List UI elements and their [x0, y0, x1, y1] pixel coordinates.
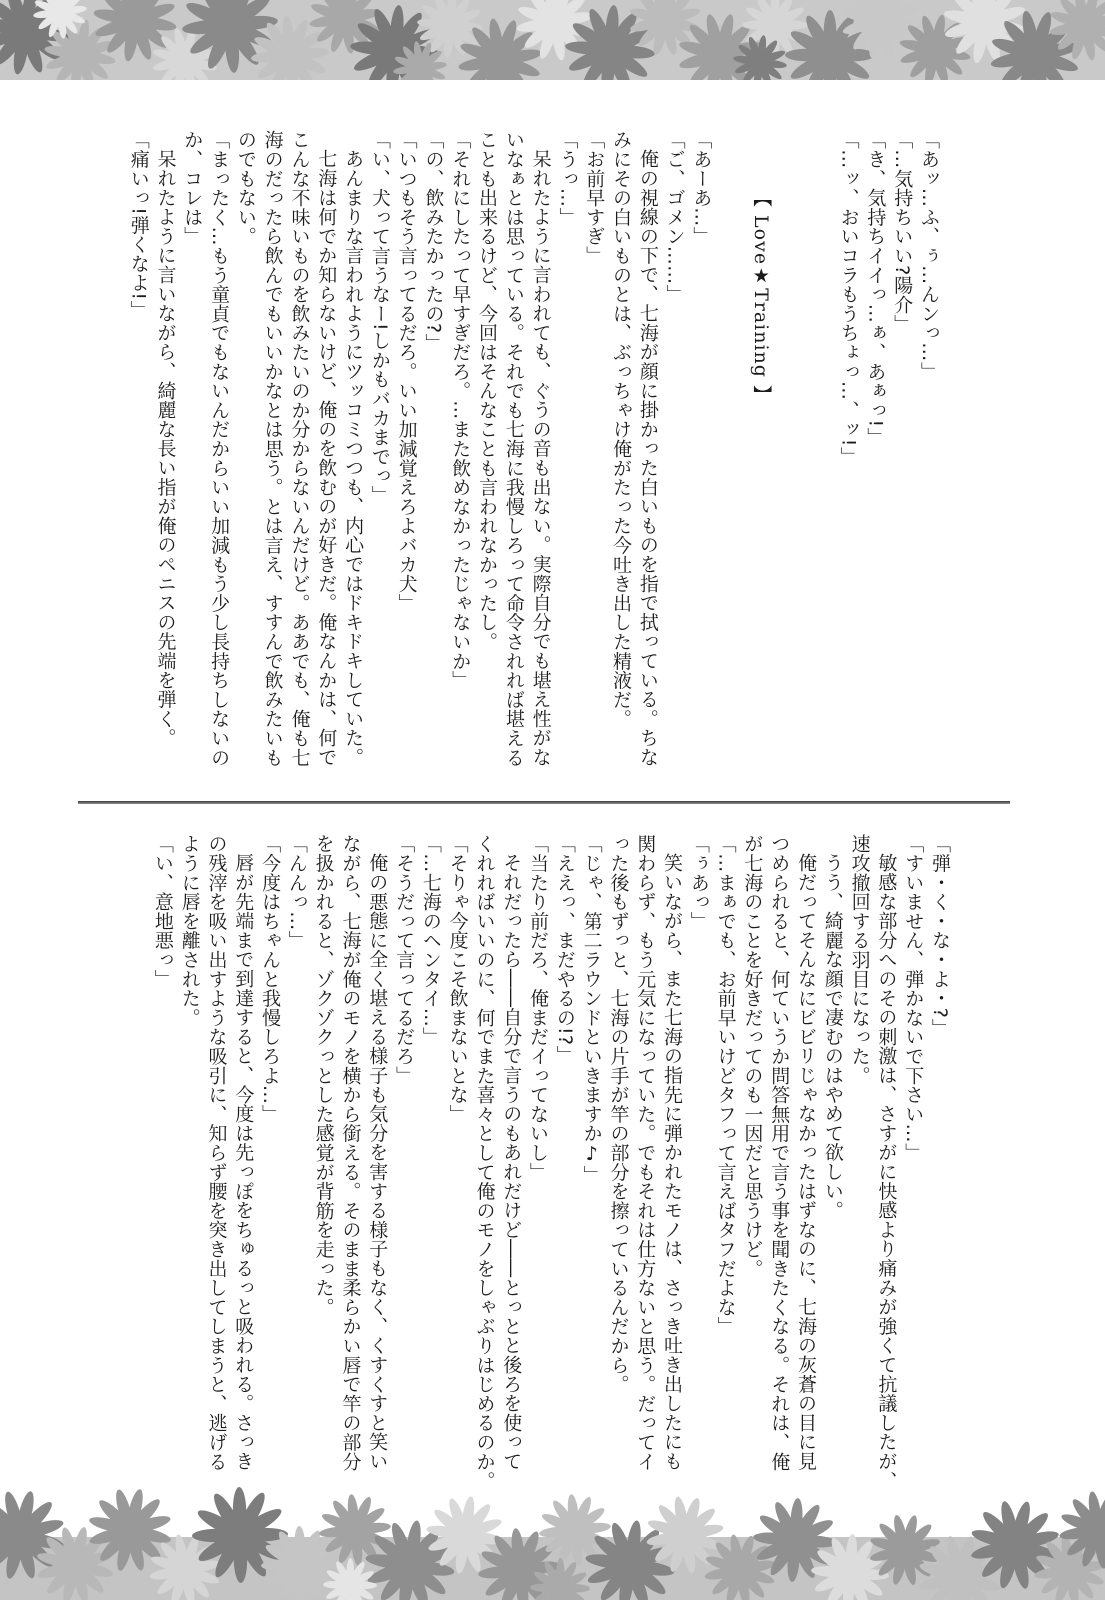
flower-pattern-bottom [0, 1485, 1105, 1600]
text-line: 呆れたように言われても、ぐうの音も出ない。実際自分でも堪え性がな [529, 149, 552, 767]
text-line: 「それにしたって早すぎだろ。…また飲めなかったじゃないか」 [449, 130, 472, 690]
text-line: 俺だってそんなにビビリじゃなかったはずなのに、七海の灰蒼の目に見 [795, 853, 818, 1471]
text-line: 唇が先端まで到達すると、今度は先っぽをちゅるっと吸われる。さっき [232, 853, 255, 1471]
text-line: それだったら――自分で言うのもあれだけど――とっとと後ろを使って [500, 853, 523, 1471]
floral-border-top [0, 0, 1105, 80]
text-line: を扱かれると、ゾクゾクっとした感覚が背筋を走った。 [312, 834, 335, 1317]
text-line: 「き、気持ちイイっ…ぁ、あぁっ!」 [864, 130, 887, 447]
text-line: 「うっ…」 [556, 130, 579, 227]
text-line: 「んんっ…」 [285, 834, 308, 950]
text-line: 「痛いっ!弾くなよ!」 [127, 130, 150, 320]
text-line: 「…ッ、おいコラもうちょっ…、ッ!」 [837, 130, 860, 467]
text-line: 七海は何でか知らないけど、俺のを飲むのが好きだ。俺なんかは、何で [315, 149, 338, 767]
text-line: 俺の視線の下で、七海が顔に掛かった白いものを指で拭っている。ちな [636, 149, 659, 767]
text-line: 「ぅあっ」 [687, 834, 710, 931]
floral-border-bottom [0, 1485, 1105, 1600]
text-line: 「…七海のヘンタイ…」 [419, 834, 442, 1047]
section-divider [78, 801, 1010, 804]
text-line: った後もずっと、七海の片手が竿の部分を擦っているんだから。 [607, 834, 630, 1394]
text-line: 「当たり前だろ、俺まだイってないし」 [527, 834, 550, 1182]
text-line: あんまりな言われようにツッコミつつも、内心ではドキドキしていた。 [342, 149, 365, 767]
text-line: 「すいません、弾かないで下さい…」 [902, 834, 925, 1163]
text-line: 「お前早すぎ」 [583, 130, 606, 266]
text-line: か、コレは」 [181, 130, 204, 246]
spacer-column [714, 130, 741, 780]
story-text-lower [149, 834, 953, 1491]
text-line: みにその白いものとは、ぶっちゃけ俺がたった今吐き出した精液だ。 [610, 130, 633, 729]
text-line: が七海のことを好きだってのも一因だと思うけど。 [741, 834, 764, 1278]
text-line: 速攻撤回する羽目になった。 [848, 834, 871, 1085]
text-line: くれればいいのに、何でまた喜々として俺のモノをしゃぶりはじめるのか。 [473, 834, 496, 1491]
text-line: 「い、犬って言うなー!しかもバカまでっ」 [368, 130, 391, 505]
text-line: 呆れたように言いながら、綺麗な長い指が俺のペニスの先端を弾く。 [154, 149, 177, 748]
text-line: 「そうだって言ってるだろ」 [393, 834, 416, 1085]
text-line: 「そりゃ今度こそ飲まないとな」 [446, 834, 469, 1124]
text-line: 敏感な部分へのその刺激は、さすがに快感より痛みが強くて抗議したが、 [875, 853, 898, 1490]
text-line: 「弾・く・な・よ・?」 [929, 834, 951, 1038]
text-line: 「ええっ、まだやるの!?」 [553, 834, 576, 1065]
text-line: 笑いながら、また七海の指先に弾かれたモノは、さっき吐き出したにも [661, 853, 684, 1471]
text-line: いなぁとは思っている。それでも七海に我慢しろって命令されれば堪える [502, 130, 525, 767]
flower-pattern-top [0, 0, 1105, 80]
text-line: 「じゃ、第二ラウンドといきますか♪」 [580, 834, 603, 1185]
text-line: うう、綺麗な顔で凄むのはやめて欲しい。 [821, 853, 844, 1220]
text-line: 「…まぁでも、お前早いけどタフって言えばタフだよな」 [714, 834, 737, 1336]
text-line: 「まったく…もう童貞でもないんだからいい加減もう少し長持ちしないの [208, 130, 231, 767]
text-line: 「ご、ゴメン……」 [663, 130, 686, 304]
text-line: こんな不味いものを飲みたいのか分からないんだけど。ああでも、俺も七 [288, 130, 311, 767]
text-line: 俺の悪態に全く堪える様子も気分を害する様子もなく、くすくすと笑い [366, 853, 389, 1471]
text-line: ながら、七海が俺のモノを横から銜える。そのまま柔らかい唇で竿の部分 [339, 834, 362, 1471]
text-line: ように唇を離された。 [178, 834, 201, 1027]
story-title: 【 Love★Training 】 [750, 188, 773, 405]
text-line: つめられると、何ていうか問答無用で言う事を聞きたくなる。それは、俺 [768, 834, 791, 1471]
text-line: の残滓を吸い出すような吸引に、知らず腰を突き出してしまうと、逃げる [205, 834, 228, 1471]
text-line: ことも出来るけど、今回はそんなことも言われなかったし。 [476, 130, 499, 652]
text-line: 「…気持ちいい?陽介」 [891, 130, 914, 334]
spacer-column [781, 130, 808, 780]
text-line: 「今度はちゃんと我慢しろよ…」 [259, 834, 282, 1124]
text-line: 「あッ…ふ、ぅ…んンっ…」 [918, 130, 940, 381]
story-text-upper [125, 130, 942, 780]
text-line: 関わらず、もう元気になっていた。でもそれは仕方ないと思う。だってイ [634, 834, 657, 1471]
text-line: 「の、飲みたかったの?」 [422, 130, 445, 353]
text-line: のでもない。 [234, 130, 257, 246]
spacer-column [808, 130, 835, 780]
text-line: 「い、意地悪っ」 [151, 834, 174, 989]
text-line: 「あーあ…」 [690, 130, 713, 246]
text-line: 「いつもそう言ってるだろ。いい加減覚えろよバカ犬」 [395, 130, 418, 613]
text-line: 海のだったら飲んでもいいかなとは思う。とは言え、すすんで飲みたいも [261, 130, 284, 767]
